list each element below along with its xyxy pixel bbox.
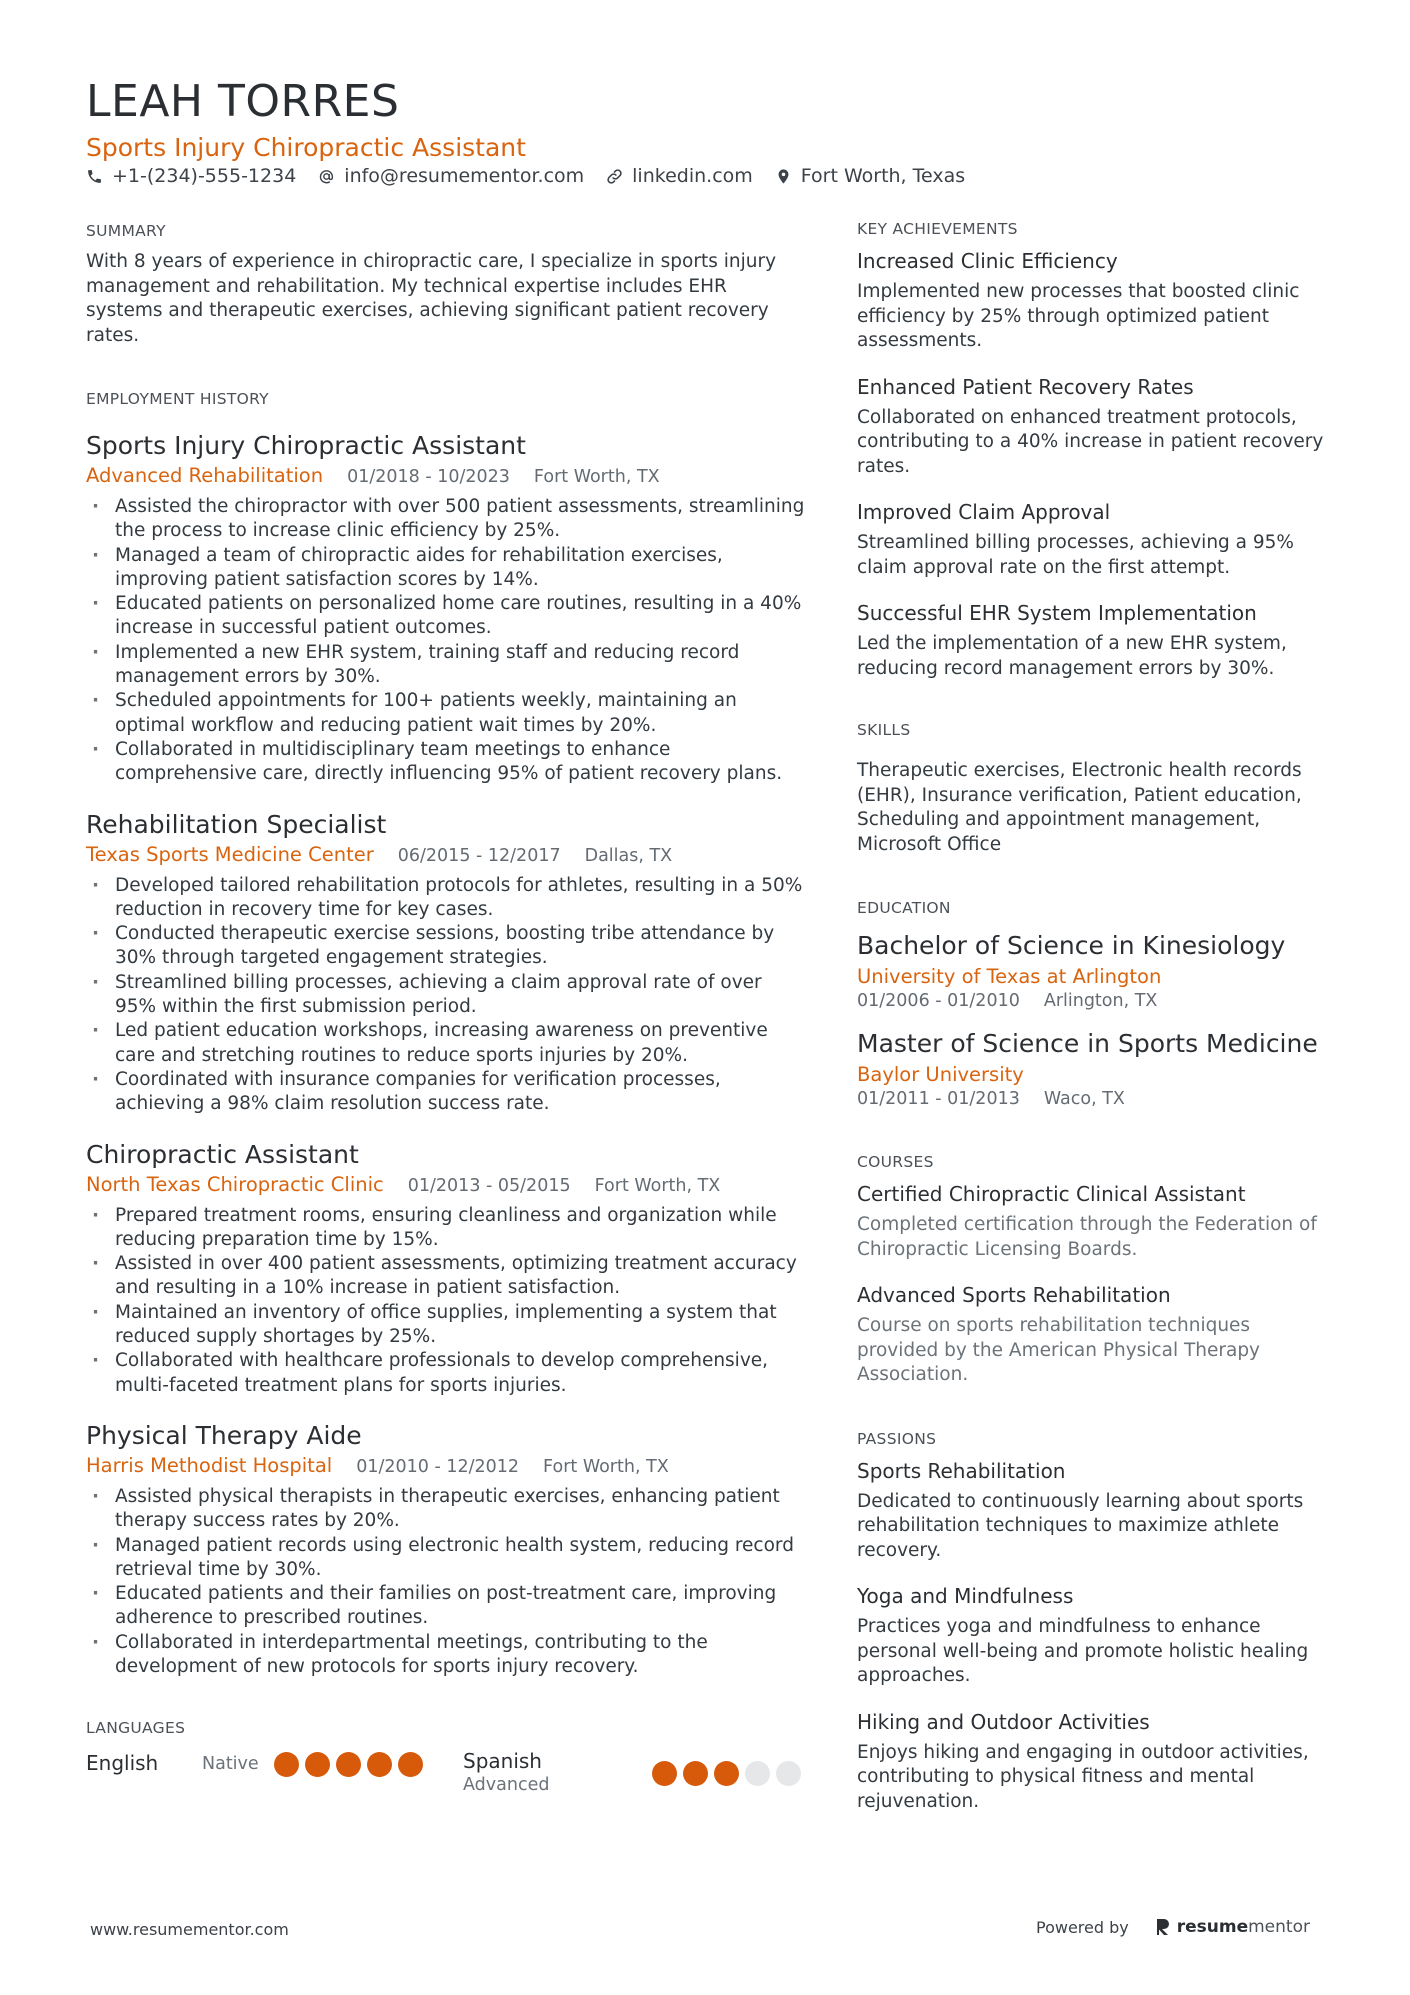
education-meta [857,991,1327,1011]
job-bullet: · Managed patient records using electronic health system, reducing record retrieval time by 30%. [86,1534,806,1583]
brand-rest: mentor [1248,1917,1310,1937]
achievement-text: Collaborated on enhanced treatment protocols, contributing to a 40% increase in patient recovery rates. [857,406,1324,477]
language-rating [652,1761,801,1786]
achievement-item [857,499,1327,580]
job-dates: 01/2018 - 10/2023 [347,467,510,487]
course-item [857,1181,1327,1262]
course-title: Advanced Sports Rehabilitation [857,1283,1171,1307]
job-bullet: · Assisted in over 400 patient assessments, optimizing treatment accuracy and resulting in a 10% increase in patient satisfaction. [86,1252,806,1301]
passion-item [857,1709,1327,1815]
job-meta [86,843,806,868]
job-bullets [86,495,806,787]
contact-bar [86,165,965,187]
achievement-title: Successful EHR System Implementation [857,601,1257,625]
job-meta [86,464,806,489]
language-level: Advanced [463,1775,550,1796]
rating-dot-filled [714,1761,739,1786]
rating-dot-filled [274,1752,299,1777]
job-location: Fort Worth, TX [533,467,660,487]
achievement-item [857,374,1327,480]
job-bullet: · Prepared treatment rooms, ensuring cleanliness and organization while reducing preparation time by 15%. [86,1204,806,1253]
job-bullet: · Led patient education workshops, increasing awareness on preventive care and stretching routines to reduce sports injuries by 20%. [86,1019,806,1068]
passion-text: Dedicated to continuously learning about sports rehabilitation techniques to maximize athlete recovery. [857,1490,1304,1561]
contact-email[interactable] [318,165,584,187]
job-location: Fort Worth, TX [594,1175,721,1196]
achievement-title: Increased Clinic Efficiency [857,249,1118,273]
passion-title: Yoga and Mindfulness [857,1584,1074,1608]
achievement-item [857,248,1327,354]
job-company: Advanced Rehabilitation [86,464,324,487]
job-bullet: · Assisted the chiropractor with over 500 patient assessments, streamlining the process to increase clinic efficiency by 25%. [86,495,806,544]
job-title: Rehabilitation Specialist [86,809,387,839]
job-bullets [86,874,806,1117]
candidate-name: LEAH TORRES [86,76,400,127]
job-bullet: · Educated patients and their families on post-treatment care, improving adherence to prescribed routines. [86,1582,806,1631]
summary-text: With 8 years of experience in chiropractic care, I specialize in sports injury management and rehabilitation. My technical expertise includes EHR systems and therapeutic exercises, achieving significant patient recovery rates. [86,251,777,346]
job-title: Chiropractic Assistant [86,1139,359,1169]
language-rating [274,1752,423,1777]
phone-icon [86,168,103,185]
job-bullet: · Implemented a new EHR system, training staff and reducing record management errors by 30%. [86,641,806,690]
powered-by-label: Powered by [1036,1917,1129,1937]
course-title: Certified Chiropractic Clinical Assistant [857,1182,1246,1206]
education-item [857,931,1327,1011]
rating-dot-empty [776,1761,801,1786]
job-bullet: · Assisted physical therapists in therapeutic exercises, enhancing patient therapy success rates by 20%. [86,1485,806,1534]
language-name: Spanish [463,1749,542,1774]
contact-linkedin[interactable] [606,165,753,187]
contact-linkedin-text: linkedin.com [632,165,753,187]
job-bullet: · Managed a team of chiropractic aides for rehabilitation exercises, improving patient satisfaction scores by 14%. [86,544,806,593]
language-level: Native [202,1754,259,1775]
course-text: Course on sports rehabilitation techniques provided by the American Physical Therapy Association. [857,1315,1261,1385]
course-item [857,1282,1327,1388]
passion-text: Practices yoga and mindfulness to enhance personal well-being and promote holistic healing approaches. [857,1616,1309,1686]
education-heading: EDUCATION [857,899,951,917]
brand-logo[interactable] [1155,1917,1310,1937]
location-pin-icon [775,168,792,185]
candidate-role: Sports Injury Chiropractic Assistant [86,133,526,162]
job-entry [86,1141,806,1398]
job-entry [86,1422,806,1679]
rating-dot-filled [683,1761,708,1786]
footer-powered-by [1036,1917,1310,1937]
footer-website[interactable]: www.resumementor.com [90,1920,289,1939]
contact-location-text: Fort Worth, Texas [800,165,966,187]
job-dates: 01/2013 - 05/2015 [407,1175,571,1196]
contact-phone[interactable] [86,165,296,187]
skills-heading: SKILLS [857,721,911,739]
passion-title: Hiking and Outdoor Activities [857,1709,1150,1734]
job-entry [86,811,806,1117]
rating-dot-filled [305,1752,330,1777]
job-dates: 01/2010 - 12/2012 [356,1456,520,1477]
job-title: Sports Injury Chiropractic Assistant [86,431,526,460]
achievement-text: Streamlined billing processes, achieving a 95% claim approval rate on the first attempt. [857,532,1294,578]
job-bullet: · Coordinated with insurance companies for verification processes, achieving a 98% claim resolution success rate. [86,1068,806,1117]
job-bullet: · Collaborated in interdepartmental meetings, contributing to the development of new protocols for sports injury recovery. [86,1631,806,1680]
job-company: North Texas Chiropractic Clinic [86,1172,384,1196]
course-text: Completed certification through the Federation of Chiropractic Licensing Boards. [857,1214,1317,1260]
left-column [86,220,806,1801]
job-meta [86,1173,806,1198]
right-column [857,220,1327,1814]
achievement-text: Implemented new processes that boosted clinic efficiency by 25% through optimized patient assessments. [857,281,1300,351]
education-degree: Bachelor of Science in Kinesiology [857,931,1286,960]
job-company: Harris Methodist Hospital [86,1453,333,1477]
job-bullets [86,1204,806,1398]
job-dates: 06/2015 - 12/2017 [397,845,561,866]
job-bullet: · Developed tailored rehabilitation protocols for athletes, resulting in a 50% reduction in recovery time for key cases. [86,874,806,923]
achievement-item [857,600,1327,681]
job-bullet: · Collaborated in multidisciplinary team meetings to enhance comprehensive care, directly influencing 95% of patient recovery plans. [86,738,806,787]
rating-dot-filled [398,1752,423,1777]
contact-location [775,165,965,187]
education-location: Arlington, TX [1043,991,1158,1011]
achievements-heading: KEY ACHIEVEMENTS [857,220,1018,238]
at-icon [318,168,335,185]
education-school: University of Texas at Arlington [857,965,1162,988]
education-item [857,1029,1327,1109]
rating-dot-filled [336,1752,361,1777]
job-bullets [86,1485,806,1679]
courses-heading: COURSES [857,1153,934,1171]
contact-email-text: info@resumementor.com [344,165,585,187]
education-dates: 01/2006 - 01/2010 [857,991,1020,1011]
education-dates: 01/2011 - 01/2013 [857,1089,1020,1109]
education-degree: Master of Science in Sports Medicine [857,1029,1318,1058]
brand-bold: resume [1176,1917,1249,1937]
education-meta [857,1089,1327,1109]
passion-item [857,1583,1327,1689]
job-title: Physical Therapy Aide [86,1420,362,1450]
passions-heading: PASSIONS [857,1429,937,1448]
education-school: Baylor University [857,1063,1024,1086]
contact-phone-text: +1-(234)-555-1234 [112,165,297,187]
job-bullet: · Streamlined billing processes, achieving a claim approval rate of over 95% within the first submission period. [86,971,806,1020]
job-company: Texas Sports Medicine Center [86,842,374,866]
passion-item [857,1458,1327,1564]
job-bullet: · Educated patients on personalized home care routines, resulting in a 40% increase in successful patient outcomes. [86,592,806,641]
job-bullet: · Scheduled appointments for 100+ patients weekly, maintaining an optimal workflow and reducing patient wait times by 20%. [86,689,806,738]
skills-text: Therapeutic exercises, Electronic health records (EHR), Insurance verification, Patient education, Scheduling and appointment management, Microsoft Office [857,760,1302,855]
summary-heading: SUMMARY [86,222,166,240]
link-icon [606,168,623,185]
job-entry [86,432,806,787]
rating-dot-filled [652,1761,677,1786]
rating-dot-empty [745,1761,770,1786]
job-bullet: · Maintained an inventory of office supplies, implementing a system that reduced supply shortages by 25%. [86,1301,806,1350]
achievement-title: Improved Claim Approval [857,500,1111,524]
passion-title: Sports Rehabilitation [857,1458,1066,1483]
languages-row [86,1751,806,1801]
employment-heading: EMPLOYMENT HISTORY [86,390,269,408]
job-bullet: · Conducted therapeutic exercise sessions, boosting tribe attendance by 30% through targeted engagement strategies. [86,922,806,971]
job-bullet: · Collaborated with healthcare professionals to develop comprehensive, multi-faceted treatment plans for sports injuries. [86,1349,806,1398]
job-meta [86,1454,806,1479]
achievement-text: Led the implementation of a new EHR system, reducing record management errors by 30%. [857,633,1287,679]
rating-dot-filled [367,1752,392,1777]
languages-heading: LANGUAGES [86,1719,186,1738]
language-name: English [86,1751,159,1776]
passion-text: Enjoys hiking and engaging in outdoor activities, contributing to physical fitness and mental rejuvenation. [857,1741,1309,1812]
job-location: Dallas, TX [584,845,673,866]
job-location: Fort Worth, TX [543,1456,669,1477]
education-location: Waco, TX [1043,1089,1125,1109]
resumementor-logo-icon [1155,1918,1171,1936]
achievement-title: Enhanced Patient Recovery Rates [857,374,1194,399]
